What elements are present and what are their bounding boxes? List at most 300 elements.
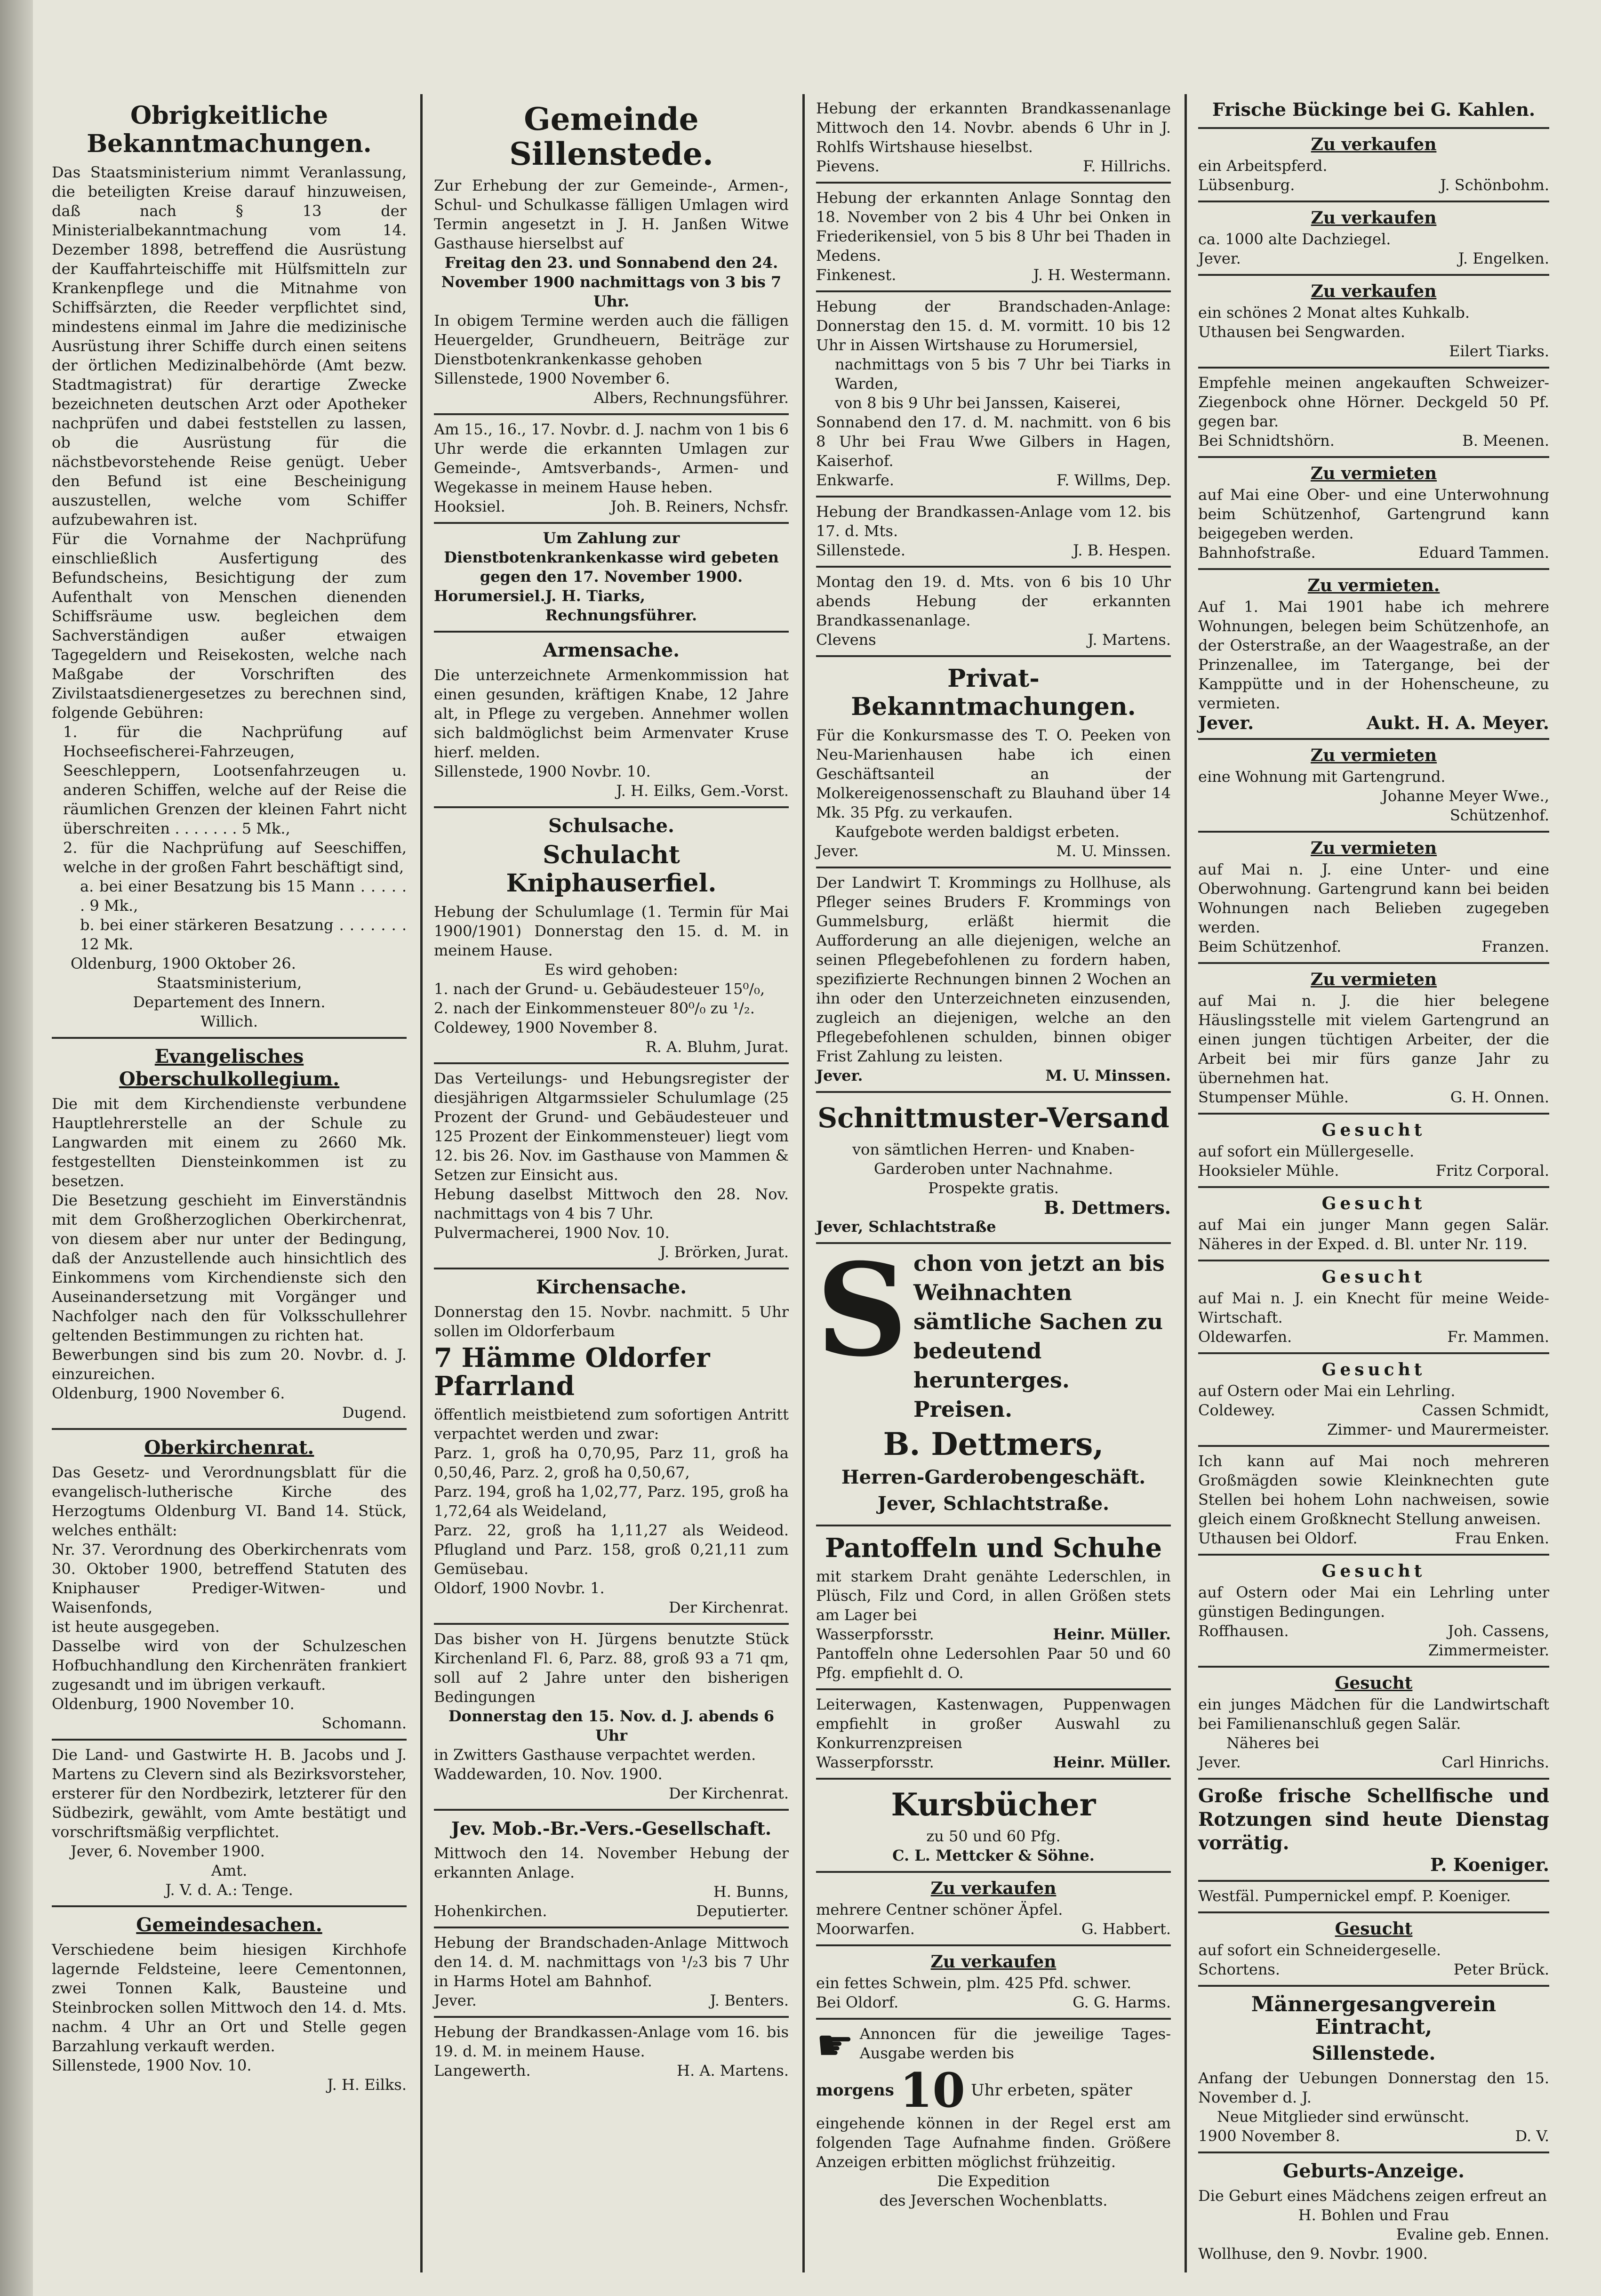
ad-footer (1198, 1327, 1549, 1347)
ad-signature: Eilert Tiarks. (1449, 342, 1549, 360)
notice-body: Bewerbungen sind bis zum 20. Novbr. d. J. einzureichen. (52, 1346, 407, 1383)
notice-place: Jever. (816, 842, 859, 860)
notice-place: Langewerth. (434, 2062, 531, 2079)
ad-place: Bei Oldorf. (816, 1993, 899, 2011)
notice-footer (434, 586, 789, 625)
notice-signature: J. H. Tiarks, Rechnungsführer. (545, 587, 697, 624)
ad-footer (1198, 1622, 1549, 1641)
column-2 (425, 94, 797, 2272)
notice-body: ist heute ausgegeben. (52, 1618, 220, 1636)
ad-title: Zu verkaufen (1311, 135, 1437, 154)
column-rule (420, 94, 423, 2272)
notice-body: Für die Vornahme der Nachprüfung einschließlich Ausfertigung des Befundscheins, Besichtigung der zum Aufenthalt von Menschen dienenden Schiffsräume usw. begleichen dem Sachverständigen außer etwaigen Tagegeldern und Reisekosten, welche nach Maßgabe der Vorschriften des Zivilstaatsdienergesetzes zu berechnen sind, folgende Gebühren: (52, 530, 407, 722)
notice-body: In obigem Termine werden auch die fälligen Heuergelder, Grundheuern, Beiträge zur Dienstbotenkrankenkasse gehoben (434, 312, 789, 368)
ad-title: Gesucht (1321, 1267, 1426, 1287)
notice-place: Sillenstede. (816, 541, 905, 559)
notice-signature: R. A. Bluhm, Jurat. (645, 1038, 789, 1056)
notice-signature: J. Brörken, Jurat. (659, 1243, 789, 1261)
ad-place: Roffhausen. (1198, 1622, 1289, 1640)
notice-place: Enkwarfe. (816, 471, 895, 489)
notice-hespen (816, 498, 1171, 568)
ad-body: Große frische Schellfische und Rotzungen sind heute Dienstag vorrätig. (1198, 1785, 1549, 1854)
notice-signature: J. Martens. (1088, 631, 1171, 649)
ad-place: Moorwarfen. (816, 1920, 915, 1938)
notice-place: Hohenkirchen. (434, 1902, 547, 1920)
notice-signature: Albers, Rechnungsführer. (593, 389, 789, 407)
tax-item: 2. nach der Einkommensteuer 80⁰/₀ zu ¹/₂. (434, 999, 755, 1017)
ad-annoncen-head (816, 2021, 1171, 2070)
ad-signature: G. H. Onnen. (1450, 1088, 1549, 1106)
ad-body: Leiterwagen, Kastenwagen, Puppenwagen empfiehlt in großer Auswahl zu Konkurrenzpreisen (816, 1695, 1171, 1752)
ad-signature: Fr. Mammen. (1447, 1328, 1549, 1346)
notice-kirchensache (434, 1269, 789, 1625)
columns-frame (43, 94, 1558, 2272)
notice-signature: J. H. Eilks, Gem.-Vorst. (616, 782, 789, 800)
notice-date-bold: Freitag den 23. und Sonnabend den 24. November 1900 nachmittags von 3 bis 7 Uhr. (441, 254, 782, 310)
notice-signature: H. A. Martens. (677, 2062, 789, 2079)
ad-place: Bei Schnidtshörn. (1198, 432, 1335, 450)
notice-signature: J. H. Westermann. (1033, 266, 1171, 284)
ad-signature: Peter Brück. (1453, 1960, 1549, 1978)
ad-title: Kursbücher (891, 1786, 1096, 1823)
ad-signature: Schützenhof. (1449, 806, 1549, 824)
pointing-hand-icon: ☛ (816, 2021, 854, 2070)
ad-place: Wasserpforsstr. (816, 1753, 934, 1771)
notice-hillrichs (816, 94, 1171, 184)
notice-westermann (816, 184, 1171, 292)
notice-body: Dasselbe wird von der Schulzeschen Hofbuchhandlung den Kirchenräten frankiert zugesandt und im übrigen verkauft. (52, 1637, 407, 1694)
notice-martens-clevens (816, 568, 1171, 657)
notice-signature: J. V. d. A.: Tenge. (165, 1881, 293, 1899)
notice-reiners (434, 415, 789, 524)
ad-body: ein Arbeitspferd. (1198, 157, 1328, 175)
ad-place: Lübsenburg. (1198, 176, 1295, 194)
notice-place: Jever. (434, 1991, 477, 2009)
parcel-item: Parz. 1, groß ha 0,70,95, Parz 11, groß ha 0,50,46, Parz. 2, groß ha 0,50,67, (434, 1444, 789, 1481)
ad-body: auf Ostern oder Mai ein Lehrling unter günstigen Bedingungen. (1198, 1583, 1549, 1621)
notice-headline: 7 Hämme Oldorfer Pfarrland (434, 1342, 710, 1402)
ad-place: Coldewey. (1198, 1401, 1275, 1419)
notice-oberkirchenrat (52, 1430, 407, 1741)
notice-body: Hebung der Brandkassen-Anlage vom 12. bis 17. d. Mts. (816, 503, 1171, 540)
ad-maegde (1198, 1447, 1549, 1556)
ad-signature: J. Engelken. (1458, 249, 1549, 267)
ad-dachziegel (1198, 202, 1549, 276)
column-rule (1185, 94, 1187, 2272)
notice-krommings (816, 868, 1171, 1093)
ad-place: Uthausen bei Sengwarden. (1198, 323, 1406, 341)
ad-body: mit starkem Draht genähte Lederschlen, in Plüsch, Filz und Cord, in allen Größen stets am Lager bei (816, 1567, 1171, 1624)
ad-subtitle: Sillenstede. (1312, 2042, 1436, 2064)
notice-body: Das Staatsministerium nimmt Veranlassung, die beteiligten Kreise darauf hinzuweisen, daß nach § 13 der Ministerialbekanntmachung vom 14. Dezember 1898, betreffend die Ausrüstung der Kauffahrteischiffe mit Hülfsmitteln zur Krankenpflege und die Mitnahme von Schiffsärzten, die Reeder verpflichtet sind, mindestens einmal im Jahre die medizinische Ausrüstung ihrer Schiffe durch einen seitens der örtlichen Medizinalbehörde (Amt bezw. Stadtmagistrat) für derartige Zwecke bezeichneten deutschen Arzt oder Apotheker nachprüfen und dabei feststellen zu lassen, ob die Ausrüstung für die nächstbevorstehende Reise genügt. Ueber den Befund ist eine Bescheinigung auszustellen, welche vom Schiffer aufzubewahren ist. (52, 163, 407, 529)
ad-gesucht-7 (1198, 1913, 1549, 1987)
notice-body: Verschiedene beim hiesigen Kirchhofe lagernde Feldsteine, leere Cementonnen, zwei Tonnen Kalk, Bausteine und Steinbrocken sollen Mittwoch den 14. d. Mts. nachm. 4 Uhr an Ort und Stelle gegen Barzahlung verkauft werden. (52, 1941, 407, 2055)
ad-kuhkalb (1198, 276, 1549, 369)
notice-date: Sillenstede, 1900 Novbr. 10. (434, 763, 651, 780)
ad-signature: P. Koeniger. (1430, 1854, 1549, 1875)
ad-gesucht-4 (1198, 1354, 1549, 1447)
notice-body: Hebung der Brandschaden-Anlage: Donnerstag den 15. d. M. vormitt. 10 bis 12 Uhr in Aissen Wirtshause zu Horumersiel, (816, 297, 1171, 354)
ad-signature: Zimmermeister. (1428, 1641, 1549, 1659)
notice-signature: F. Willms, Dep. (1057, 471, 1171, 489)
ad-body: auf Mai ein junger Mann gegen Salär. Näheres in der Exped. d. Bl. unter Nr. 119. (1198, 1216, 1549, 1253)
ad-body: Empfehle meinen angekauften Schweizer-Ziegenbock ohne Hörner. Deckgeld 50 Pf. gegen bar. (1198, 374, 1549, 430)
ad-title: Zu vermieten (1310, 970, 1437, 989)
notice-body: Hebung daselbst Mittwoch den 28. Nov. nachmittags von 4 bis 7 Uhr. (434, 1185, 789, 1222)
notice-gemeinde-sillenstede (434, 94, 789, 415)
ad-signature: Frau Enken. (1455, 1529, 1549, 1547)
ad-annoncen-time (816, 2063, 1171, 2118)
notice-verteilung (434, 1064, 789, 1269)
ad-body: auf sofort ein Schneidergeselle. (1198, 1941, 1441, 1959)
ad-signature: D. V. (1515, 2127, 1549, 2145)
notice-footer (816, 471, 1171, 490)
ad-kursbuecher (816, 1780, 1171, 1873)
ad-figure (816, 1235, 1171, 1424)
notice-place: Horumersiel. (434, 587, 545, 605)
notice-body: Am 15., 16., 17. Novbr. d. J. nachm von 1 bis 6 Uhr werde die erkannten Umlagen zur Gemeinde-, Amtsverbands-, Armen- und Wegekasse in meinem Hause heben. (434, 420, 789, 496)
ad-signature: Heinr. Müller. (1053, 1625, 1171, 1643)
notice-body: Montag den 19. d. Mts. von 6 bis 10 Uhr abends Hebung der erkannten Brandkassenanlage. (816, 573, 1171, 629)
notice-date: Oldenburg, 1900 Oktober 26. (71, 955, 296, 972)
ad-place: Jever. (1198, 1753, 1241, 1771)
ad-title: Zu verkaufen (930, 1952, 1057, 1972)
notice-office: Departement des Innern. (133, 993, 326, 1011)
notice-role: Deputierter. (696, 1902, 789, 1920)
ad-title: Frische Bückinge bei G. Kahlen. (1212, 99, 1536, 120)
ad-title: Zu verkaufen (1311, 208, 1437, 228)
ad-signature: Zimmer- und Maurermeister. (1327, 1421, 1549, 1438)
ad-time: 10 (899, 2063, 966, 2118)
notice-signature: F. Hillrichs. (1083, 157, 1171, 175)
ad-body: Auf 1. Mai 1901 habe ich mehrere Wohnungen, belegen beim Schützenhofe, an der Osterstraße, an der Waagestraße, an der Prinzenallee, im Tatergange, bei der Kamppütte und in der Hohenscheune, zu vermieten. (1198, 598, 1549, 712)
notice-privat (816, 657, 1171, 868)
ad-footer (1198, 1753, 1549, 1772)
ad-title: Zu verkaufen (1311, 281, 1437, 301)
ad-schnittmuster (816, 1093, 1171, 1244)
notice-signature: Der Kirchenrat. (669, 1598, 789, 1616)
page-spine-shadow (0, 0, 33, 2296)
fee-item: b. bei einer stärkeren Besatzung . . . . . . . 12 Mk. (80, 916, 407, 953)
ad-title: Zu vermieten (1310, 746, 1437, 765)
ad-place: Bahnhofstraße. (1198, 544, 1316, 562)
ad-signature: Die Expedition (937, 2172, 1050, 2190)
notice-date: Jever, 6. November 1900. (71, 1842, 265, 1860)
notice-title: Jev. Mob.-Br.-Vers.-Gesellschaft. (451, 1818, 772, 1839)
ad-signature: Aukt. H. A. Meyer. (1366, 712, 1549, 733)
ad-title: Gesucht (1321, 1360, 1426, 1380)
ad-place: Wasserpforsstr. (816, 1625, 934, 1643)
ad-body: Anfang der Uebungen Donnerstag den 15. November d. J. (1198, 2069, 1549, 2106)
section-title: Privat-Bekanntmachungen. (851, 664, 1136, 721)
ad-arbeitspferd (1198, 129, 1549, 202)
notice-body: Nr. 37. Verordnung des Oberkirchenrats vom 30. Oktober 1900, betreffend Statuten des Kniphauser Prediger-Witwen- und Waisenfonds, (52, 1541, 407, 1616)
notice-signature: Willich. (200, 1012, 258, 1030)
ad-leiterwagen (816, 1690, 1171, 1780)
ad-footer (1198, 431, 1549, 450)
ad-body: auf Mai n. J. ein Knecht für meine Weide-Wirtschaft. (1198, 1289, 1549, 1326)
ad-body: auf sofort ein Müllergeselle. (1198, 1142, 1415, 1160)
ad-title: Zu vermieten (1310, 464, 1437, 483)
ad-place: Jever. (1198, 249, 1241, 267)
notice-body: Donnerstag den 15. Novbr. nachmitt. 5 Uhr sollen im Oldorferbaum (434, 1303, 789, 1340)
ad-title: Gesucht (1321, 1194, 1426, 1213)
ad-title: Zu vermieten (1310, 838, 1437, 858)
ad-body: eine Wohnung mit Gartengrund. (1198, 768, 1446, 786)
notice-signature: J. B. Hespen. (1073, 541, 1171, 559)
ad-footer (816, 1753, 1171, 1772)
ad-body: Annoncen für die jeweilige Tages-Ausgabe werden bis (859, 2025, 1171, 2062)
notice-body: Der Landwirt T. Krommings zu Hollhuse, als Pfleger seines Bruders F. Krommings von Gummelsburg, erläßt hiermit die Aufforderung an alle diejenigen, welche an seinen Pflegebefohlenen zu fordern haben, spezifizierte Rechnungen binnen 2 Wochen an ihn oder den Unterzeichneten einzusenden, zugleich an diejenigen, welche an den Pflegebefohlenen schulden, binnen obiger Frist Zahlung zu leisten. (816, 874, 1171, 1065)
ad-title: Gesucht (1321, 1120, 1426, 1140)
notice-footer (434, 1991, 789, 2010)
notice-footer (816, 842, 1171, 861)
ad-vermieten-2 (1198, 570, 1549, 740)
ad-date: 1900 November 8. (1198, 2127, 1340, 2145)
notice-body: Das Verteilungs- und Hebungsregister der diesjährigen Altgarmssieler Schulumlage (25 Prozent der Grund- und Gebäudesteuer und 125 Prozent der Einkommensteuer) liegt vom 12. bis 26. Nov. im Gasthause von Mammen & Setzen zur Einsicht aus. (434, 1069, 789, 1184)
ad-title: Gesucht (1321, 1561, 1426, 1581)
ad-body: auf Mai n. J. eine Unter- und eine Oberwohnung. Gartengrund kann bei beiden Wohnungen nach Belieben zugegeben werden. (1198, 860, 1549, 936)
notice-signature: Dugend. (342, 1404, 407, 1421)
column-rule (802, 94, 805, 2272)
ad-footer (1198, 713, 1549, 732)
ad-title: Gesucht (1335, 1673, 1413, 1693)
ad-footer (1198, 2127, 1549, 2146)
notice-armensache (434, 633, 789, 808)
ad-footer (1198, 937, 1549, 956)
notice-title: Armensache. (543, 639, 680, 661)
ad-signature: des Jeverschen Wochenblatts. (879, 2192, 1108, 2209)
notice-place: Clevens (816, 631, 876, 649)
ad-brand: B. Dettmers, (883, 1426, 1104, 1462)
notice-signature: H. Bunns, (713, 1883, 789, 1901)
notice-signature: Joh. B. Reiners, Nchsfr. (610, 498, 789, 515)
ad-body: chon von jetzt an bis Weihnachten sämtliche Sachen zu bedeutend herunterges. Preisen. (913, 1251, 1165, 1422)
notice-juergens (434, 1625, 789, 1811)
fee-item: 1. für die Nachprüfung auf Hochseefischerei-Fahrzeugen, Seeschleppern, Lootsenfahrzeugen u. anderen Schiffen, welche auf der Reise die räumlichen Grenzen der kleinen Fahrt nicht überschreiten . . . . . . . 5 Mk., (63, 723, 407, 837)
tax-item: 1. nach der Grund- u. Gebäudesteuer 15⁰/₀, (434, 980, 765, 998)
ad-signature: Eduard Tammen. (1418, 544, 1549, 562)
ad-footer (1198, 1529, 1549, 1548)
notice-brand-benters (434, 1928, 789, 2018)
ad-body: Ich kann auf Mai noch mehreren Großmägden sowie Kleinknechten gute Stellen bei hohem Lohn nachweisen, sowie gleich einem Großknecht Stellung anweisen. (1198, 1452, 1549, 1528)
ad-place: Hooksieler Mühle. (1198, 1162, 1339, 1180)
ad-body: ein junges Mädchen für die Landwirtschaft bei Familienanschluß gegen Salär. (1198, 1695, 1549, 1733)
ad-signature: J. Schönbohm. (1440, 176, 1549, 194)
notice-footer (816, 157, 1171, 176)
ad-gesucht-2 (1198, 1188, 1549, 1261)
ad-vermieten-5 (1198, 964, 1549, 1115)
ad-annoncen (816, 2020, 1171, 2216)
ad-gesucht-6 (1198, 1668, 1549, 1780)
ad-signature: Heinr. Müller. (1053, 1753, 1171, 1771)
notice-place: Pievens. (816, 157, 880, 175)
parcel-item: Parz. 194, groß ha 1,02,77, Parz. 195, groß ha 1,72,64 als Weideland, (434, 1483, 789, 1520)
notice-signature: M. U. Minssen. (1045, 1067, 1171, 1084)
ad-body: auf Mai eine Ober- und eine Unterwohnung beim Schützenhof, Gartengrund kann beigegeben werden. (1198, 486, 1549, 542)
notice-jev-mob (434, 1811, 789, 1928)
notice-signature: Der Kirchenrat. (669, 1784, 789, 1802)
ad-signature: Evaline geb. Ennen. (1396, 2225, 1549, 2243)
ad-subtitle: Herren-Garderobengeschäft. (841, 1466, 1146, 1488)
ad-footer (816, 1625, 1171, 1644)
notice-body: von 8 bis 9 Uhr bei Janssen, Kaiserei, (835, 394, 1121, 412)
ad-place: Oldewarfen. (1198, 1328, 1292, 1346)
ad-title: Schnittmuster-Versand (817, 1102, 1169, 1134)
notice-date: Coldewey, 1900 November 8. (434, 1019, 658, 1036)
ad-footer (816, 1993, 1171, 2012)
ad-body: Neue Mitglieder sind erwünscht. (1217, 2108, 1470, 2126)
notice-body: in Zwitters Gasthause verpachtet werden. (434, 1746, 756, 1764)
ad-title: Männergesangverein Eintracht, (1251, 1992, 1497, 2039)
notice-willms (816, 292, 1171, 498)
ad-signature: Cassen Schmidt, (1422, 1401, 1549, 1419)
notice-footer (816, 1066, 1171, 1085)
notice-body: Hebung der Brandschaden-Anlage Mittwoch den 14. d. M. nachmittags von ¹/₂3 bis 7 Uhr in Harms Hotel am Bahnhof. (434, 1934, 789, 1990)
ad-vermieten-3 (1198, 740, 1549, 833)
notice-body: Die mit dem Kirchendienste verbundene Hauptlehrerstelle an der Schule zu Langwarden mit einem zu 2660 Mk. festgestellten Diensteinkommen ist zu besetzen. (52, 1095, 407, 1190)
ad-weihnachten (816, 1235, 1171, 1526)
ad-body: mehrere Centner schöner Äpfel. (816, 1901, 1063, 1919)
notice-place: Hooksiel. (434, 498, 505, 515)
ad-uhr: Uhr erbeten, später (971, 2081, 1132, 2100)
ad-body: ein fettes Schwein, plm. 425 Pfd. schwer. (816, 1974, 1132, 1992)
decorative-initial: S (816, 1235, 908, 1385)
notice-footer (816, 265, 1171, 285)
ad-place: Uthausen bei Oldorf. (1198, 1529, 1358, 1547)
ad-title: Gesucht (1335, 1919, 1413, 1939)
notice-title: Obrigkeitliche Bekanntmachungen. (87, 101, 372, 158)
notice-evangelisch (52, 1039, 407, 1430)
notice-title: Gemeinde Sillenstede. (509, 101, 713, 172)
notice-signature: M. U. Minssen. (1056, 842, 1171, 860)
notice-body: Hebung der Brandkassen-Anlage vom 16. bis 19. d. M. in meinem Hause. (434, 2023, 789, 2060)
notice-body: Sonnabend den 17. d. M. nachmitt. von 6 bis 8 Uhr bei Frau Wwe Gilbers in Hagen, Kaiserhof. (816, 413, 1171, 470)
notice-signature: J. H. Eilks. (327, 2076, 407, 2094)
ad-place: Beim Schützenhof. (1198, 938, 1342, 955)
ad-body: Prospekte gratis. (928, 1179, 1059, 1197)
notice-body: Für die Konkursmasse des T. O. Peeken von Neu-Marienhausen habe ich einen Geschäftsanteil an der Molkereigenossenschaft zu Blauhand über 14 Mk. 35 Pfg. zu verkaufen. (816, 726, 1171, 821)
ad-bueckinge (1198, 94, 1549, 129)
column-1 (43, 94, 415, 2272)
ad-footer (1198, 1401, 1549, 1420)
notice-body: Es wird gehoben: (544, 961, 678, 979)
notice-footer (434, 1902, 789, 1921)
notice-body: Mittwoch den 14. November Hebung der erkannten Anlage. (434, 1844, 789, 1881)
ad-footer (1198, 1088, 1549, 1107)
ad-gesucht-1 (1198, 1115, 1549, 1188)
notice-body: Das bisher von H. Jürgens benutzte Stück Kirchenland Fl. 6, Parz. 88, groß 93 a 71 qm, soll auf 2 Jahre unter den bisherigen Bedingungen (434, 1630, 789, 1706)
ad-signature: B. Meenen. (1462, 432, 1549, 450)
ad-signature: Carl Hinrichs. (1441, 1753, 1549, 1771)
ad-body: eingehende können in der Regel erst am folgenden Tage Aufnahme finden. Größere Anzeigen erbitten möglichst frühzeitig. (816, 2114, 1171, 2171)
notice-obrigkeitlich (52, 94, 407, 1039)
parcel-item: Parz. 22, groß ha 1,11,27 als Weideod. Pflugland und Parz. 158, groß 0,21,11 zum Gemüsebau. (434, 1521, 789, 1578)
ad-signature: Johanne Meyer Wwe., (1382, 787, 1549, 805)
notice-place: Finkenest. (816, 266, 897, 284)
ad-signature: G. G. Harms. (1073, 1993, 1171, 2011)
notice-title: Schulsache. (548, 815, 674, 837)
ad-schellfische (1198, 1780, 1549, 1882)
notice-date: Sillenstede, 1900 November 6. (434, 369, 670, 387)
ad-place: Stumpenser Mühle. (1198, 1088, 1349, 1106)
ad-ziegenbock (1198, 369, 1549, 458)
notice-gemeindesachen (52, 1907, 407, 2100)
notice-body: Kaufgebote werden baldigst erbeten. (835, 823, 1120, 841)
ad-title: Zu verkaufen (930, 1879, 1057, 1898)
notice-footer (816, 541, 1171, 560)
ad-place: Jever, Schlachtstraße (816, 1218, 996, 1236)
ad-vermieten-4 (1198, 833, 1549, 964)
ad-signature: Franzen. (1481, 938, 1549, 955)
notice-body: Um Zahlung zur Dienstbotenkrankenkasse wird gebeten gegen den 17. November 1900. (444, 529, 779, 586)
fee-item: 2. für die Nachprüfung auf Seeschiffen, welche in der großen Fahrt beschäftigt sind, (63, 839, 407, 876)
ad-signature: G. Habbert. (1081, 1920, 1171, 1938)
notice-body: Hebung der erkannten Brandkassenanlage Mittwoch den 14. Novbr. abends 6 Uhr in J. Rohlfs Wirtshause hieselbst. (816, 99, 1171, 156)
ad-aepfel (816, 1873, 1171, 1946)
ad-footer (1198, 543, 1549, 562)
ad-signature: H. Bohlen und Frau (1298, 2206, 1449, 2224)
ad-body: Näheres bei (1226, 1734, 1320, 1752)
notice-body: Die Land- und Gastwirte H. B. Jacobs und J. Martens zu Clevern sind als Bezirksvorsteher, ersterer für den Nordbezirk, letzterer für den Südbezirk, gewählt, vom Amte bestätigt und vorschriftsmäßig verpflichtet. (52, 1746, 407, 1841)
notice-office: Amt. (211, 1862, 248, 1879)
notice-date: Sillenstede, 1900 Nov. 10. (52, 2056, 252, 2074)
notice-title: Kirchensache. (536, 1276, 687, 1298)
ad-maennergesang (1198, 1987, 1549, 2153)
fee-item: a. bei einer Besatzung bis 15 Mann . . . . . . 9 Mk., (80, 877, 407, 915)
notice-date: Oldenburg, 1900 November 6. (52, 1384, 285, 1402)
notice-footer (434, 2061, 789, 2080)
notice-subtitle: Schulacht Kniphauserfiel. (506, 841, 717, 898)
notice-office: Staatsministerium, (156, 974, 302, 992)
ad-footer (1198, 1960, 1549, 1979)
ad-footer (816, 1919, 1171, 1939)
notice-body: Hebung der Schulumlage (1. Termin für Mai 1900/1901) Donnerstag den 15. d. M. in meinem Hause. (434, 903, 789, 959)
notice-body: Hebung der erkannten Anlage Sonntag den 18. November von 2 bis 4 Uhr bei Onken in Friederikensiel, von 5 bis 8 Uhr bei Thaden in Medens. (816, 189, 1171, 265)
ad-title: Geburts-Anzeige. (1282, 2160, 1465, 2182)
ad-body: Westfäl. Pumpernickel empf. P. Koeniger. (1198, 1887, 1511, 1905)
ad-footer (1198, 1161, 1549, 1180)
notice-signature: J. Benters. (710, 1991, 789, 2009)
notice-date: Oldenburg, 1900 November 10. (52, 1695, 295, 1713)
ad-pantoffeln (816, 1526, 1171, 1690)
notice-place: Jever. (816, 1067, 863, 1084)
notice-body: öffentlich meistbietend zum sofortigen Antritt verpachtet werden und zwar: (434, 1405, 789, 1443)
column-4 (1190, 94, 1558, 2272)
notice-title: Gemeindesachen. (136, 1914, 322, 1936)
ad-date: Wollhuse, den 9. Novbr. 1900. (1198, 2245, 1428, 2263)
notice-date: Waddewarden, 10. Nov. 1900. (434, 1765, 663, 1783)
ad-place: Schortens. (1198, 1960, 1281, 1978)
ad-geburt (1198, 2153, 1549, 2269)
notice-title: Evangelisches Oberschulkollegium. (119, 1045, 340, 1090)
ad-body: auf Ostern oder Mai ein Lehrling. (1198, 1382, 1456, 1400)
ad-gesucht-5 (1198, 1556, 1549, 1668)
ad-body: ein schönes 2 Monat altes Kuhkalb. (1198, 304, 1470, 321)
notice-footer (816, 630, 1171, 650)
notice-body: nachmittags von 5 bis 7 Uhr bei Tiarks in Warden, (835, 355, 1171, 393)
notice-body: Die Besetzung geschieht im Einverständnis mit dem Großherzoglichen Oberkirchenrat, von diesem aber nur unter der Bedingung, daß der Anzustellende auch hinsichtlich des Einkommens vom Kirchendienste sich den Auseinandersetzung mit Vorgänger und Nachfolger nach den für Volksschullehrer geltenden Bestimmungen zu richten hat. (52, 1191, 407, 1344)
ad-body: Pantoffeln ohne Ledersohlen Paar 50 und 60 Pfg. empfiehlt d. O. (816, 1645, 1171, 1682)
notice-body: Zur Erhebung der zur Gemeinde-, Armen-, Schul- und Schulkasse fälligen Umlagen wird Termin angesetzt in J. H. Janßen Witwe Gasthause hierselbst auf (434, 177, 789, 252)
notice-bezirksvorsteher (52, 1741, 407, 1907)
column-3 (808, 94, 1179, 2272)
notice-body: Die unterzeichnete Armenkommission hat einen gesunden, kräftigen Knabe, 12 Jahre alt, in Pflege zu vergeben. Annehmer wollen sich baldmöglichst beim Armenvater Kruse hierf. melden. (434, 666, 789, 761)
notice-signature: Schomann. (321, 1714, 407, 1732)
notice-schulsache (434, 808, 789, 1064)
ad-footer (1198, 249, 1549, 268)
notice-brand-martens (434, 2018, 789, 2086)
